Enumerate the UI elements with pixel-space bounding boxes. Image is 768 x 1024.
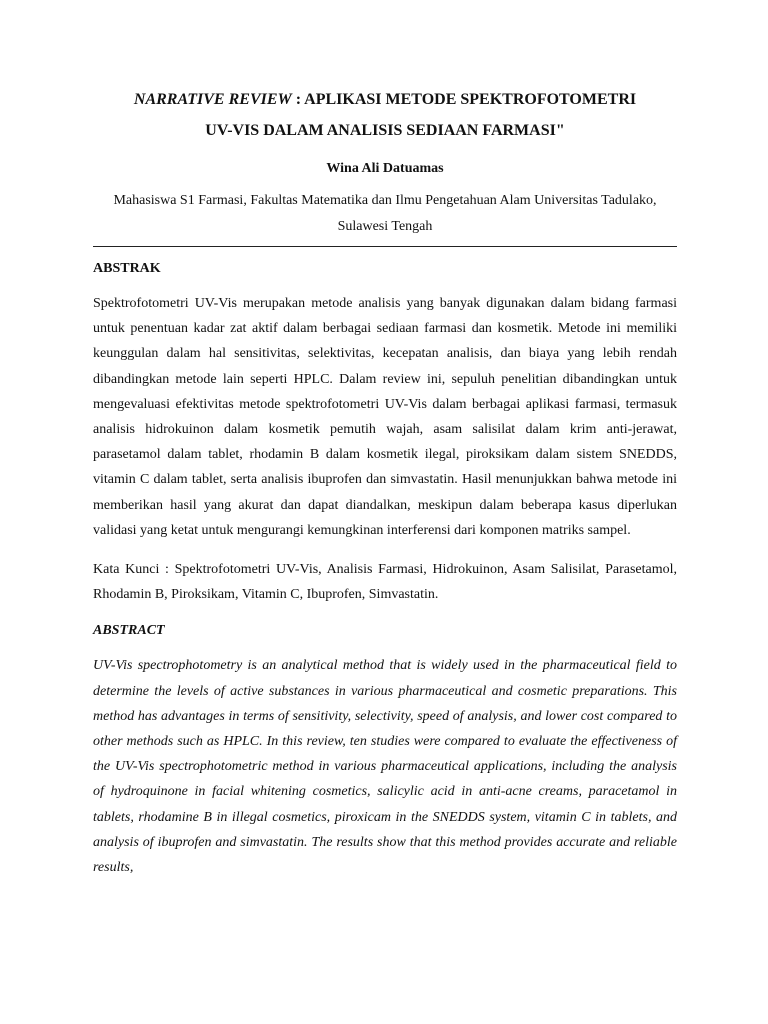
- paper-title: [93, 84, 677, 146]
- abstrak-body: Spektrofotometri UV-Vis merupakan metode analisis yang banyak digunakan dalam bidang farmasi untuk penentuan kadar zat aktif dalam berbagai sediaan farmasi dan kosmetik. Metode ini memiliki keunggulan dalam hal sensitivitas, selektivitas, kecepatan analisis, dan biaya yang lebih rendah dibandingkan metode lain seperti HPLC. Dalam review ini, sepuluh penelitian dibandingkan untuk mengevaluasi efektivitas metode spektrofotometri UV-Vis dalam berbagai aplikasi farmasi, termasuk analisis hidrokuinon dalam kosmetik pemutih wajah, asam salisilat dalam krim anti-jerawat, parasetamol dalam tablet, rhodamin B dalam kosmetik ilegal, piroksikam dalam sistem SNEDDS, vitamin C dalam tablet, serta analisis ibuprofen dan simvastatin. Hasil menunjukkan bahwa metode ini memberikan hasil yang akurat dan dapat diandalkan, meskipun dalam beberapa kasus diperlukan validasi yang ketat untuk mengurangi kemungkinan interferensi dari komponen matriks sampel.: [93, 296, 677, 538]
- title-italic-part: NARRATIVE REVIEW: [133, 91, 292, 108]
- abstract-heading: ABSTRACT: [93, 623, 165, 639]
- title-line1-rest: : APLIKASI METODE SPEKTROFOTOMETRI: [291, 91, 637, 108]
- abstrak-heading: ABSTRAK: [93, 261, 161, 276]
- paper-page: [93, 84, 677, 894]
- author-affiliation: Mahasiswa S1 Farmasi, Fakultas Matematika dan Ilmu Pengetahuan Alam Universitas Tadulako, Sulawesi Tengah: [113, 193, 657, 234]
- abstrak-keywords: Kata Kunci : Spektrofotometri UV-Vis, Analisis Farmasi, Hidrokuinon, Asam Salisilat, Parasetamol, Rhodamin B, Piroksikam, Vitamin C, Ibuprofen, Simvastatin.: [93, 562, 677, 603]
- title-line2: UV-VIS DALAM ANALISIS SEDIAAN FARMASI": [205, 122, 565, 139]
- abstract-body: UV-Vis spectrophotometry is an analytical method that is widely used in the pharmaceutical field to determine the levels of active substances in various pharmaceutical and cosmetic preparations. This method has advantages in terms of sensitivity, selectivity, speed of analysis, and lower cost compared to other methods such as HPLC. In this review, ten studies were compared to evaluate the effectiveness of the UV-Vis spectrophotometric method in various pharmaceutical applications, including the analysis of hydroquinone in facial whitening cosmetics, salicylic acid in anti-acne creams, paracetamol in tablets, rhodamine B in illegal cosmetics, piroxicam in the SNEDDS system, vitamin C in tablets, and analysis of ibuprofen and simvastatin. The results show that this method provides accurate and reliable results,: [93, 658, 677, 876]
- author-name: Wina Ali Datuamas: [326, 161, 444, 176]
- header-divider: [93, 246, 677, 247]
